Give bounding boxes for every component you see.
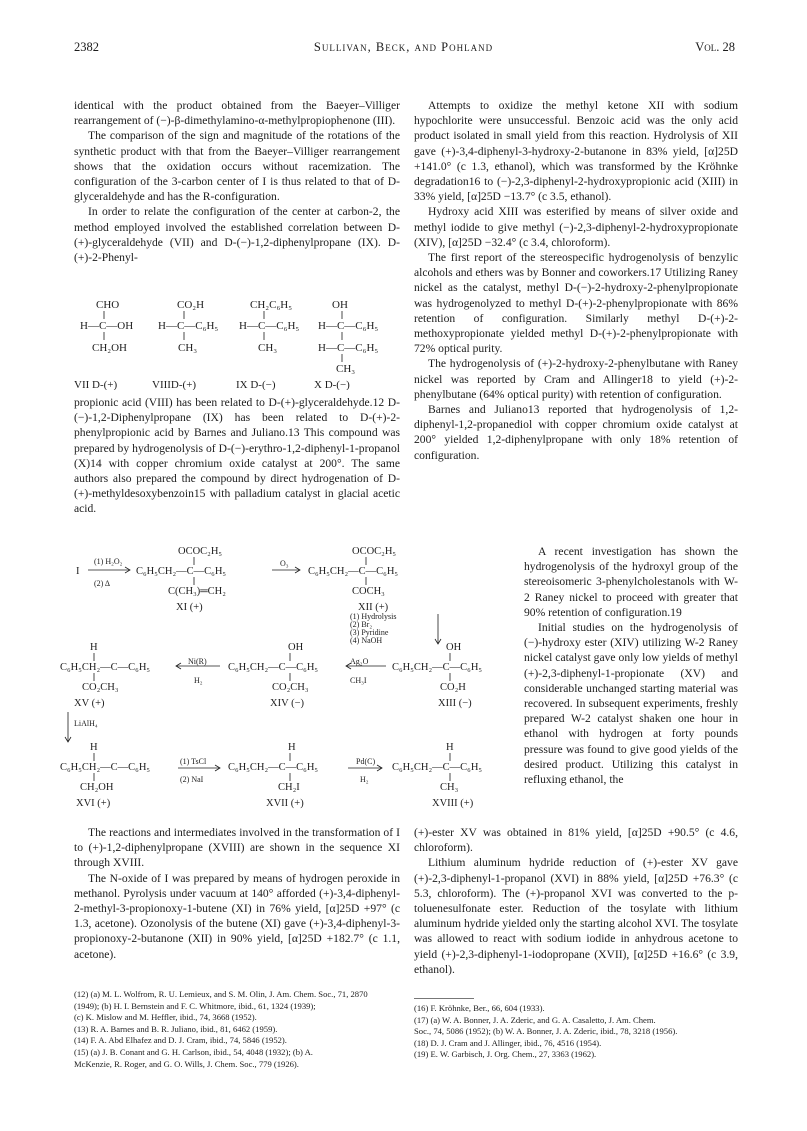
XI-bottom: C(CH₃)═CH₂ [168,586,226,597]
footnote: (15) (a) J. B. Conant and G. H. Carlson, ibid., 54, 4048 (1932); (b) A. [74,1046,313,1057]
struct-label: IX D-(−) [236,379,276,390]
paragraph: Lithium aluminum hydride reduction of (+)-ester XV gave (+)-2,3-diphenyl-1-propanol (XVI) in 88% yield, [α]25D +76.3° (c 5.3, chloroform). The (+)-propanol XVI was converted to the p-toluenesulfonate ester. Reduction of the tosylate with lithium aluminum hydride yielded only the starting alcohol XVI. The tosylate was allowed to react with sodium iodide in anhydrous acetone to yield (+)-2,3-diphenyl-1-iodopropane (XVII), [α]25D +16.6° (c 3.9, ethanol). [414,856,738,976]
reagent: Ag₂O [350,657,369,666]
XVI-label: XVI (+) [76,798,111,809]
page-number: 2382 [74,40,99,54]
configuration-structures [74,296,400,390]
XII-bottom: COCH₃ [352,586,385,597]
footnote: Soc., 74, 5086 (1952); (b) W. A. Bonner, J. A. Zderic, ibid., 78, 3218 (1956). [414,1026,678,1037]
paragraph: Barnes and Juliano13 reported that hydrogenolysis of 1,2-diphenyl-1,2-propanediol with copper chromium oxide catalyst at 200° yielded 1,2-diphenylpropane with only 18% retention of configuration. [414,403,738,462]
XV-formula: C₆H₅CH₂—C—C₆H₅ [60,662,151,673]
paragraph: The comparison of the sign and magnitude of the rotations of the synthetic product with that from the Baeyer–Villiger rearrangement shows that the oxidation occurs without racemization. The configuration of the 3-carbon center of I is thus related to that of D-glyceraldehyde and has the R-configuration. [74,129,400,204]
footnotes-left [74,989,400,1070]
footnote: (12) (a) M. L. Wolfrom, R. U. Lemieux, and S. M. Olin, J. Am. Chem. Soc., 71, 2870 [74,989,368,999]
struct-text: H—C—C₆H₅ [158,320,219,332]
XVII-bottom: CH₂I [278,782,300,793]
XIV-label: XIV (−) [270,698,305,709]
XVIII-label: XVIII (+) [432,798,474,809]
XI-label: XI (+) [176,602,203,613]
paragraph: identical with the product obtained from the Baeyer–Villiger rearrangement of (−)-β-dimethylamino-α-methylpropiophenone (III). [74,99,400,128]
struct-label: X D-(−) [314,379,350,390]
struct-text: CH₃ [258,342,278,354]
XIII-top: OH [446,642,462,653]
paragraph: In order to relate the configuration of the center at carbon-2, the method employed involved the established correlation between D-(+)-glyceraldehyde (VII) and D-(−)-1,2-diphenylpropane (IX). D-(+)-2-Phenyl- [74,205,400,265]
XII-label: XII (+) [358,602,389,613]
XVII-top: H [288,742,296,753]
footnote: (14) F. A. Abd Elhafez and D. J. Cram, ibid., 74, 5846 (1952). [74,1035,287,1046]
volume-label: Vol. 28 [695,40,735,54]
running-header [0,40,807,60]
XVI-formula: C₆H₅CH₂—C—C₆H₅ [60,762,151,773]
right-column-bottom [414,825,738,977]
reagent: (1) Hydrolysis [350,612,397,621]
reagent: CH₃I [350,676,367,685]
struct-text: CO₂H [177,299,205,311]
struct-label: VII D-(+) [74,379,118,390]
reaction-scheme [60,540,522,816]
footnote: McKenzie, R. Roger, and G. O. Wills, J. Chem. Soc., 779 (1926). [74,1058,299,1069]
paragraph: (+)-ester XV was obtained in 81% yield, [α]25D +90.5° (c 4.6, chloroform). [414,826,738,855]
reagent: (4) NaOH [350,636,383,645]
XVIII-top: H [446,742,454,753]
XIII-formula: C₆H₅CH₂—C—C₆H₅ [392,662,483,673]
paragraph: The first report of the stereospecific hydrogenolysis of benzylic alcohols and ethers was by Bonner and coworkers.17 Utilizing Raney nickel as the catalyst, methyl D-(−)-2-hydroxy-2-phenylpropionate was hydrogenolyzed to methyl D-(+)-2-phenylpropionate with 86% retention of configuration. Similarly methyl D-(+)-2-methoxypropionate yielded methyl D-(+)-2-phenylpropionate with 72% optical purity. [414,251,738,356]
footnote: (1949); (b) H. I. Bernstein and F. C. Whitmore, ibid., 61, 1324 (1939); [74,1000,316,1011]
paragraph: Initial studies on the hydrogenolysis of (−)-hydroxy ester (XIV) utilizing W-2 Raney nickel catalyst gave only low yields of methyl (+)-2,3-diphenyl-1-propionate (XV) and considerable unchanged starting material was recovered. In subsequent experiments, freshly prepared W-2 catalyst shaken one hour in ethanol with hydrogen at forty pounds pressure was found to give good yields of the desired product. Utilizing this catalyst in refluxing ethanol, the [524,621,738,787]
struct-text: H—C—OH [80,320,134,332]
struct-text: CH₃ [336,363,356,375]
XVII-label: XVII (+) [266,798,304,809]
footnote: (19) E. W. Garbisch, J. Org. Chem., 27, 3363 (1962). [414,1049,597,1060]
reagent: Ni(R) [188,657,207,666]
footnote: (16) F. Kröhnke, Ber., 66, 604 (1933). [414,1003,545,1013]
struct-text: CHO [96,299,120,311]
reagent: (2) NaI [180,775,204,784]
right-column-narrow [524,544,738,787]
reagent: (2) Δ [94,579,111,588]
XIII-label: XIII (−) [438,698,472,709]
left-column-top [74,98,400,265]
struct-text: CH₂OH [92,342,128,354]
struct-text: H—C—C₆H₅ [239,320,300,332]
right-column-top [414,98,738,463]
footnotes-right [414,1003,738,1061]
XI-formula: C₆H₅CH₂—C—C₆H₅ [136,566,227,577]
paragraph: The N-oxide of I was prepared by means of hydrogen peroxide in methanol. Pyrolysis under vacuum at 140° afforded (+)-3,4-diphenyl-2-methyl-3-propionoxy-1-butene (XI) in 76% yield, [α]25D +97° (c 1.3, acetone). Ozonolysis of the butene (XI) gave (+)-3,4-diphenyl-3-propionoxy-2-butanone (XII) in 90% yield, [α]25D +182.7° (c 1.1, acetone). [74,871,400,961]
XII-top: OCOC₂H₅ [352,546,397,557]
reagent: (1) H₂O₂ [94,557,123,566]
struct-text: OH [332,299,348,311]
XVIII-formula: C₆H₅CH₂—C—C₆H₅ [392,762,483,773]
footnote: (c) K. Mislow and M. Heffler, ibid., 74, 3668 (1952). [74,1012,257,1023]
paragraph: The hydrogenolysis of (+)-2-hydroxy-2-phenylbutane with Raney nickel was reported by Cram and Allinger18 to yield (+)-2-phenylbutane (64% optical purity) with retention of configuration. [414,357,738,401]
XIV-top: OH [288,642,304,653]
reagent: (2) Br₂ [350,620,373,629]
footnote: (13) R. A. Barnes and B. R. Juliano, ibid., 81, 6462 (1959). [74,1023,278,1034]
struct-label: VIIID-(+) [152,379,197,390]
XVI-bottom: CH₂OH [80,782,114,793]
paragraph: propionic acid (VIII) has been related to D-(+)-glyceraldehyde.12 D-(−)-1,2-Diphenylpropane (IX) has been related to D-(+)-2-phenylpropionic acid by Barnes and Juliano.13 This compound was prepared by hydrogenolysis of D-(−)-erythro-1,2-diphenyl-1-propanol (X)14 with copper chromium oxide catalyst at 200°. The same authors also prepared the compound by direct hydrogenation of D-(+)-methyldesoxybenzoin15 with palladium catalyst in glacial acetic acid. [74,396,400,516]
paragraph: A recent investigation has shown the hydrogenolysis of the hydroxyl group of the stereoisomeric 3-phenylcholestanols with W-2 Raney nickel to proceed with greater that 90% retention of configuration.19 [524,545,738,619]
reagent: LiAlH₄ [74,719,98,728]
running-authors: Sullivan, Beck, and Pohland [313,40,494,54]
XVI-top: H [90,742,98,753]
reagent: (3) Pyridine [350,628,389,637]
XII-formula: C₆H₅CH₂—C—C₆H₅ [308,566,399,577]
XV-bottom: CO₂CH₃ [82,682,119,693]
XVIII-bottom: CH₃ [440,782,459,793]
paragraph: Attempts to oxidize the methyl ketone XII with sodium hypochlorite were unsuccessful. Benzoic acid was the only acid product isolated in small yield from this reaction. Hydrolysis of XII gave (+)-3,4-diphenyl-3-hydroxy-2-butanone in 83% yield, [α]25D +141.0° (c 1.3, ethanol), which was transformed by the Kröhnke degradation16 to (−)-2,3-diphenyl-2-hydroxypropionic acid (XIII) in 33% yield, [α]25D −13.7° (c 3.5, ethanol). [414,99,738,204]
XIV-formula: C₆H₅CH₂—C—C₆H₅ [228,662,319,673]
compound-I: I [76,566,80,577]
XIV-bottom: CO₂CH₃ [272,682,309,693]
paragraph: The reactions and intermediates involved in the transformation of I to (+)-1,2-diphenylpropane (XVIII) are shown in the sequence XI through XVIII. [74,826,400,870]
reagent: H₂ [360,775,369,784]
left-column-bottom [74,825,400,962]
reagent: O₃ [280,559,289,568]
left-column-middle [74,395,400,517]
struct-text: H—C—C₆H₅ [318,342,379,354]
reagent: (1) TsCl [180,757,207,766]
XIII-bottom: CO₂H [440,682,466,693]
XI-top: OCOC₂H₅ [178,546,223,557]
struct-text: CH₂C₆H₅ [250,299,293,311]
struct-text: H—C—C₆H₅ [318,320,379,332]
footnote: (18) D. J. Cram and J. Allinger, ibid., 76, 4516 (1954). [414,1037,602,1048]
reagent: H₂ [194,676,203,685]
XV-top: H [90,642,98,653]
XV-label: XV (+) [74,698,105,709]
reagent: Pd(C) [356,757,376,766]
footnote-rule [414,998,474,999]
struct-text: CH₃ [178,342,198,354]
paragraph: Hydroxy acid XIII was esterified by means of silver oxide and methyl iodide to give methyl (−)-2,3-diphenyl-2-hydroxypropionate (XIV), [α]25D −32.4° (c 3.4, chloroform). [414,205,738,249]
XVII-formula: C₆H₅CH₂—C—C₆H₅ [228,762,319,773]
footnote: (17) (a) W. A. Bonner, J. A. Zderic, and G. A. Casaletto, J. Am. Chem. [414,1014,656,1025]
